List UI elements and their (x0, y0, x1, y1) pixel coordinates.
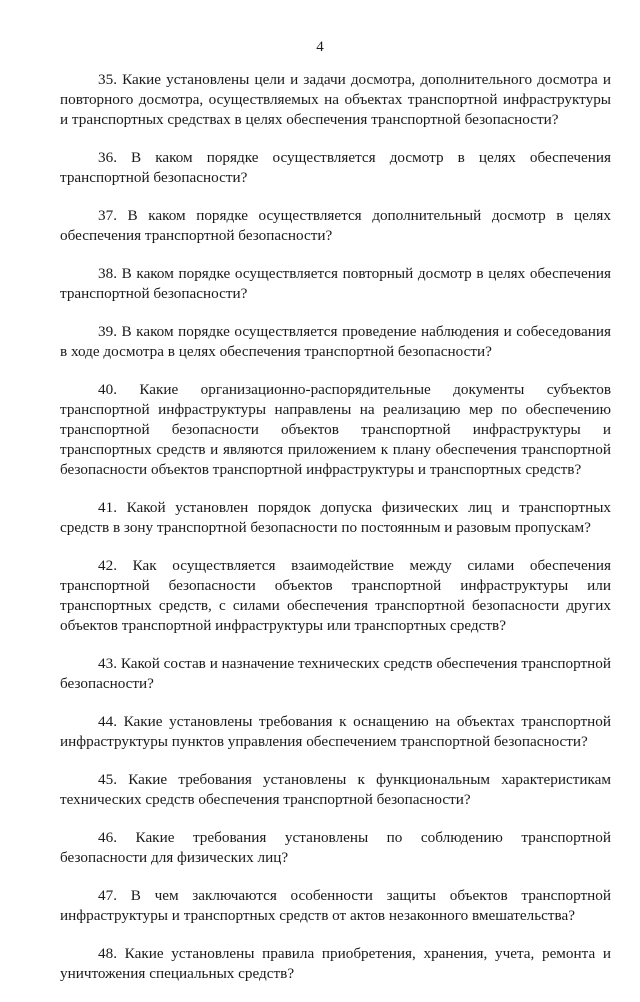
question-40 (60, 380, 611, 480)
question-number: 35. (98, 71, 117, 88)
question-number: 36. (98, 149, 117, 166)
question-text: В каком порядке осуществляется досмотр в целях обеспечения транспортной безопасности? (60, 149, 612, 186)
question-text: Какой состав и назначение технических средств обеспечения транспортной безопасности? (60, 655, 611, 692)
question-number: 43. (98, 655, 117, 672)
question-44 (60, 712, 611, 752)
question-39 (60, 322, 611, 362)
question-number: 44. (98, 713, 117, 730)
question-number: 42. (98, 557, 117, 574)
question-48 (60, 944, 611, 984)
question-text: Какие организационно-распорядительные документы субъектов транспортной инфраструктуры направлены на реализацию мер по обеспечению транспортной безопасности объектов транспортной инфраструктуры и транспортных средств и являются приложением к плану обеспечения транспортной безопасности объектов транспортной инфраструктуры и транспортных средств? (60, 381, 611, 478)
question-number: 37. (98, 207, 117, 224)
question-text: Какой установлен порядок допуска физических лиц и транспортных средств в зону транспортной безопасности по постоянным и разовым пропускам? (60, 499, 611, 536)
question-35 (60, 70, 611, 130)
question-42 (60, 556, 611, 636)
question-text: Какие установлены правила приобретения, хранения, учета, ремонта и уничтожения специальных средств? (60, 945, 611, 982)
question-38 (60, 264, 611, 304)
question-41 (60, 498, 611, 538)
question-text: Какие требования установлены по соблюдению транспортной безопасности для физических лиц? (60, 829, 611, 866)
question-36 (60, 148, 611, 188)
question-number: 45. (98, 771, 117, 788)
question-number: 47. (98, 887, 117, 904)
question-text: В каком порядке осуществляется повторный досмотр в целях обеспечения транспортной безопасности? (60, 265, 612, 302)
question-text: В каком порядке осуществляется дополнительный досмотр в целях обеспечения транспортной безопасности? (60, 207, 611, 244)
question-text: Какие установлены цели и задачи досмотра, дополнительного досмотра и повторного досмотра, осуществляемых на объектах транспортной инфраструктуры и транспортных средствах в целях обеспечения транспортной безопасности? (60, 71, 611, 128)
question-list (60, 70, 611, 1002)
question-text: Какие установлены требования к оснащению на объектах транспортной инфраструктуры пунктов управления обеспечением транспортной безопасности? (60, 713, 611, 750)
page-number: 4 (316, 39, 324, 55)
question-45 (60, 770, 611, 810)
question-47 (60, 886, 611, 926)
question-37 (60, 206, 611, 246)
question-46 (60, 828, 611, 868)
question-43 (60, 654, 611, 694)
question-number: 41. (98, 499, 117, 516)
question-number: 40. (98, 381, 117, 398)
question-text: Как осуществляется взаимодействие между силами обеспечения транспортной безопасности объектов транспортной инфраструктуры или транспортных средств, с силами обеспечения транспортной безопасности других объектов транспортной инфраструктуры или транспортных средств? (60, 557, 611, 634)
question-text: В чем заключаются особенности защиты объектов транспортной инфраструктуры и транспортных средств от актов незаконного вмешательства? (60, 887, 611, 924)
question-number: 38. (98, 265, 117, 282)
question-number: 46. (98, 829, 117, 846)
question-text: Какие требования установлены к функциональным характеристикам технических средств обеспечения транспортной безопасности? (60, 771, 612, 808)
question-number: 48. (98, 945, 117, 962)
question-number: 39. (98, 323, 117, 340)
question-text: В каком порядке осуществляется проведение наблюдения и собеседования в ходе досмотра в целях обеспечения транспортной безопасности? (60, 323, 611, 360)
